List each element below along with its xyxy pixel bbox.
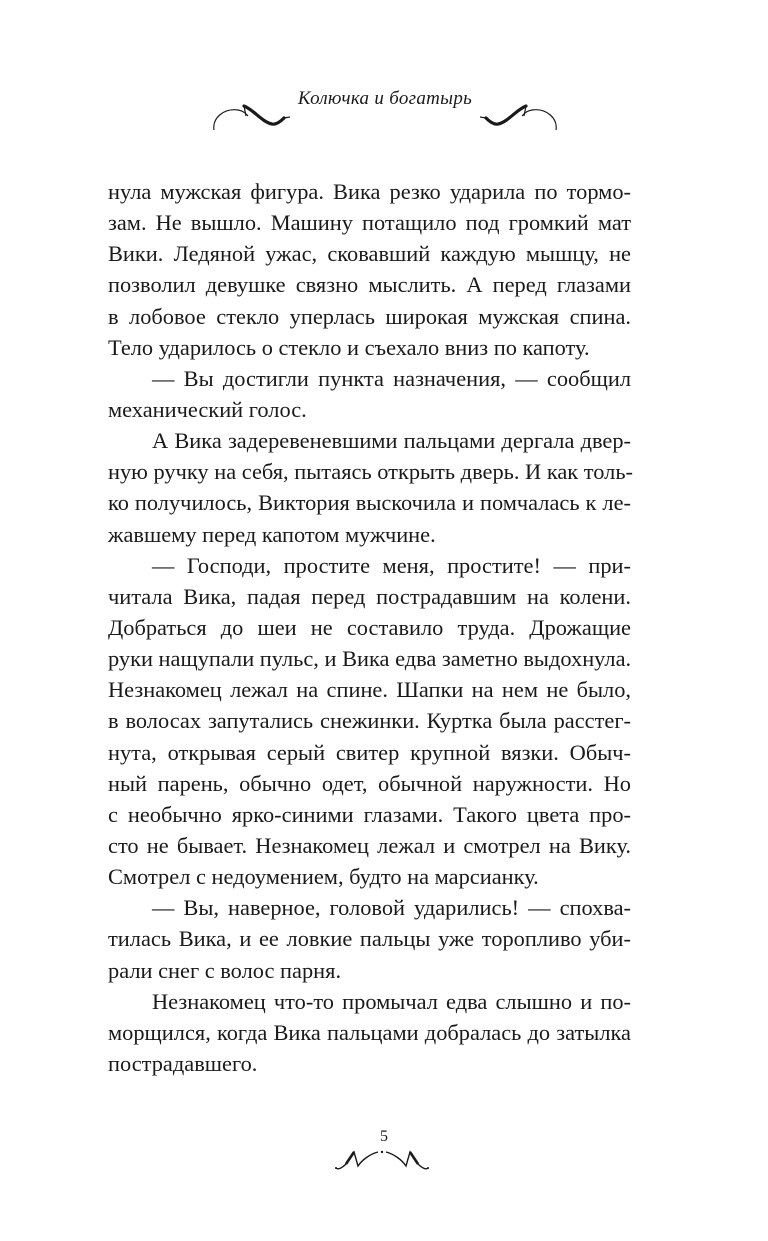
text-line: тилась Вика, и ее ловкие пальцы уже торопливо уби- xyxy=(108,926,631,952)
text-line: сто не бывает. Незнакомец лежал и смотрел на Вику. xyxy=(108,832,631,858)
text-line: А Вика задеревеневшими пальцами дергала двер- xyxy=(152,428,631,454)
text-line: с необычно ярко-синими глазами. Такого цвета про- xyxy=(108,801,631,827)
running-head-title: Колючка и богатырь xyxy=(297,88,473,109)
text-line: рали снег с волос парня. xyxy=(108,957,342,983)
text-line: морщился, когда Вика пальцами добралась до затылка xyxy=(108,1019,631,1045)
text-line: читала Вика, падая перед пострадавшим на колени. xyxy=(108,583,631,609)
text-line: пострадавшего. xyxy=(108,1050,258,1076)
text-line: ный парень, обычно одет, обычной наружности. Но xyxy=(108,770,631,796)
text-line: — Вы, наверное, головой ударились! — спохва- xyxy=(152,895,631,921)
text-line: зам. Не вышло. Машину потащило под громкий мат xyxy=(108,210,631,236)
text-line: Тело ударилось о стекло и съехало вниз по капоту. xyxy=(108,334,590,360)
text-line: Незнакомец лежал на спине. Шапки на нем не было, xyxy=(108,677,631,703)
page-number: 5 xyxy=(380,1128,388,1145)
text-line: ко получилось, Виктория выскочила и помчалась к ле- xyxy=(108,490,631,516)
text-line: Вики. Ледяной ужас, сковавший каждую мышцу, не xyxy=(108,241,631,267)
text-line: Незнакомец что-то промычал едва слышно и по- xyxy=(152,988,631,1014)
text-line: руки нащупали пульс, и Вика едва заметно выдохнула. xyxy=(108,646,632,672)
text-line: — Господи, простите меня, простите! — при- xyxy=(152,552,631,578)
text-line: ную ручку на себя, пытаясь открыть дверь. И как толь- xyxy=(108,459,633,485)
running-head xyxy=(210,88,560,138)
flourish-footer-icon xyxy=(332,1146,432,1172)
text-line: Смотрел с недоумением, будто на марсианку. xyxy=(108,864,539,890)
text-line: нута, открывая серый свитер крупной вязки. Обыч- xyxy=(108,739,631,765)
body-text xyxy=(108,176,631,1079)
text-line: нула мужская фигура. Вика резко ударила по тормо- xyxy=(108,179,631,204)
text-line: механический голос. xyxy=(108,396,307,422)
text-line: в волосах запутались снежинки. Куртка была расстег- xyxy=(108,708,631,734)
text-line: в лобовое стекло уперлась широкая мужская спина. xyxy=(108,303,631,329)
text-line: — Вы достигли пункта назначения, — сообщил xyxy=(152,365,631,391)
text-line: жавшему перед капотом мужчине. xyxy=(108,521,436,547)
flourish-right-icon xyxy=(480,100,560,134)
text-line: позволил девушке связно мыслить. А перед глазами xyxy=(108,272,631,298)
text-line: Добраться до шеи не составило труда. Дрожащие xyxy=(108,614,631,640)
